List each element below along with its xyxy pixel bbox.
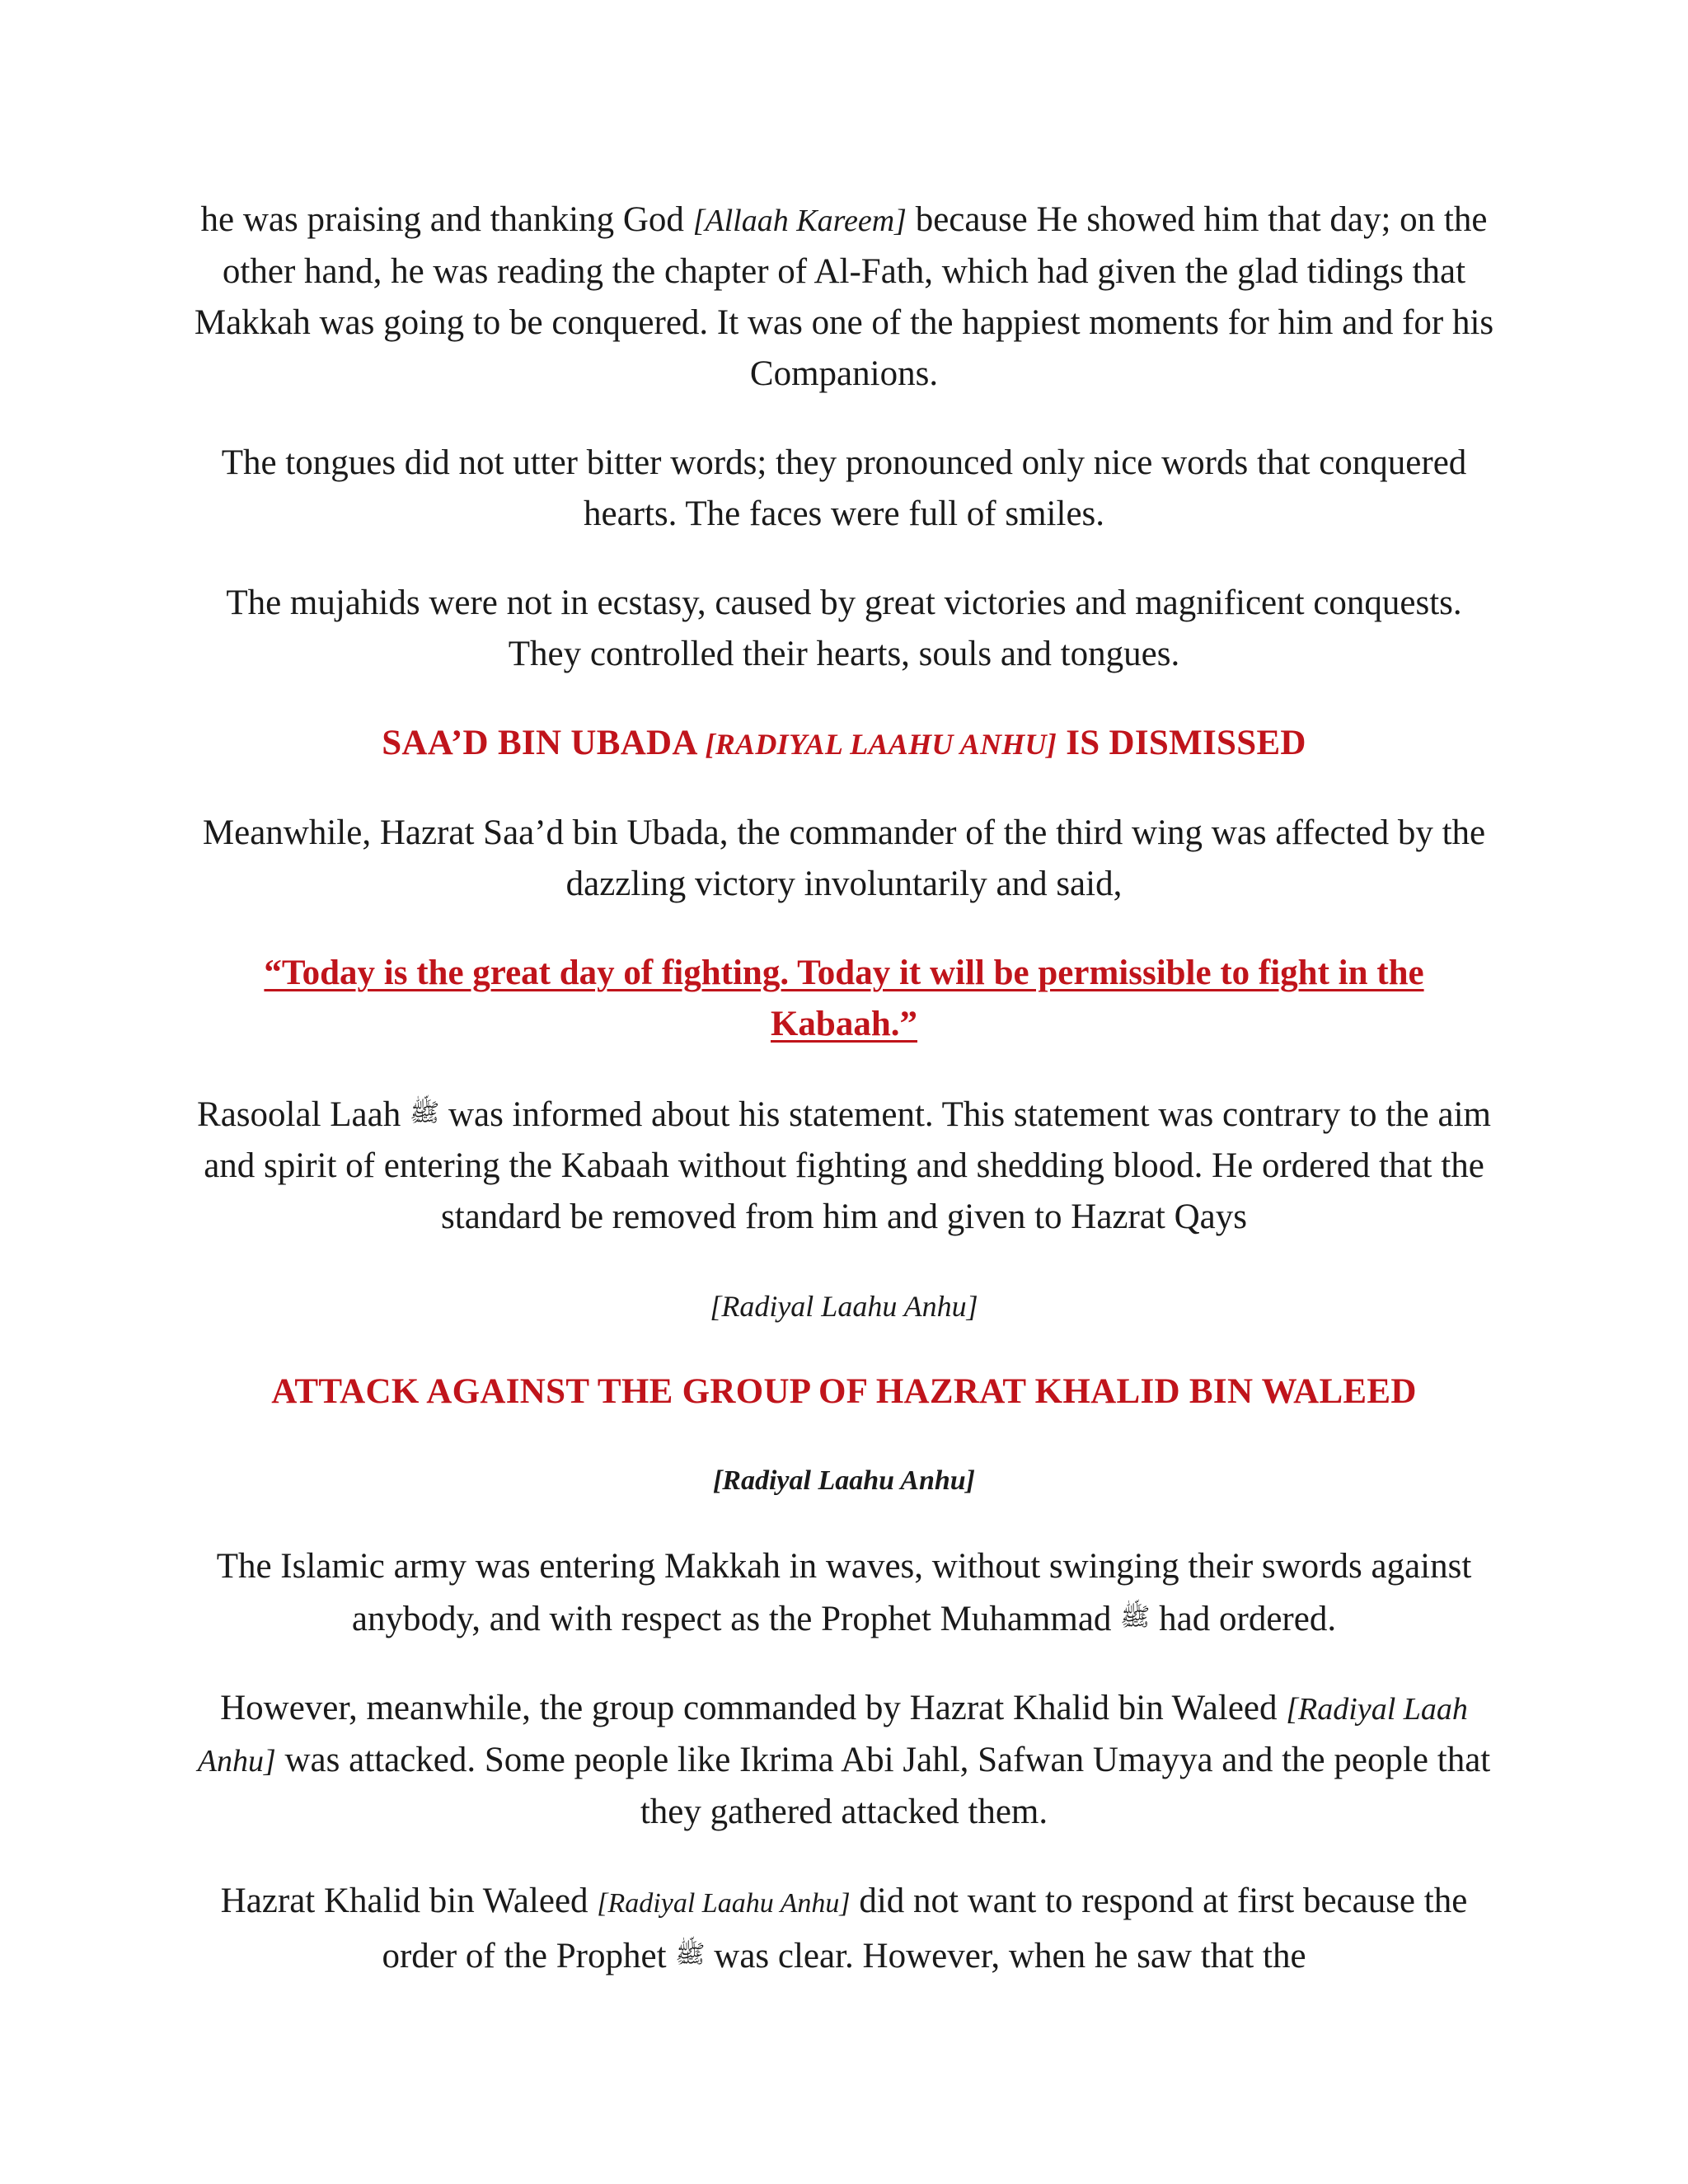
paragraph-rasoolal-laah: Rasoolal Laah ﷺ was informed about his statement. This statement was contrary to the aim and spirit of entering the Kabaah without fighting and shedding blood. He ordered that the standard be removed from him and given to Hazrat Qays xyxy=(197,1095,1491,1236)
quote-great-day: “Today is the great day of fighting. Today it will be permissible to fight in the Kabaah.” xyxy=(264,954,1424,1043)
paragraph-meanwhile-saad: Meanwhile, Hazrat Saa’d bin Ubada, the commander of the third wing was affected by the dazzling victory involuntarily and said, xyxy=(202,813,1486,903)
heading-honorific: [RADIYAL LAAHU ANHU] xyxy=(705,728,1057,761)
italic-honorific-khalid-2: [Radiyal Laahu Anhu] xyxy=(597,1888,851,1919)
document-page xyxy=(190,194,1498,1982)
paragraph-islamic-army: The Islamic army was entering Makkah in waves, without swinging their swords against anybody, and with respect as the Prophet Muhammad ﷺ had ordered. xyxy=(216,1547,1472,1638)
italic-allaah-kareem: [Allaah Kareem] xyxy=(692,204,907,238)
paragraph-group-attacked: However, meanwhile, the group commanded by Hazrat Khalid bin Waleed [Radiyal Laah Anhu] was attacked. Some people like Ikrima Abi Jahl, Safwan Umayya and the people that they gathered attacked them. xyxy=(197,1689,1491,1831)
heading-attack-khalid: ATTACK AGAINST THE GROUP OF HAZRAT KHALID BIN WALEED xyxy=(271,1372,1417,1411)
salawat-icon: ﷺ xyxy=(1120,1603,1151,1632)
paragraph-mujahids: The mujahids were not in ecstasy, caused by great victories and magnificent conquests. They controlled their hearts, souls and tongues. xyxy=(226,583,1462,673)
paragraph-tongues: The tongues did not utter bitter words; they pronounced only nice words that conquered hearts. The faces were full of smiles. xyxy=(221,443,1467,533)
salawat-icon: ﷺ xyxy=(675,1940,706,1969)
italic-honorific-khalid: [Radiyal Laah Anhu] xyxy=(197,1692,1468,1779)
heading-saad-dismissed: SAA’D BIN UBADA [RADIYAL LAAHU ANHU] IS DISMISSED xyxy=(382,724,1306,762)
honorific-qays: [Radiyal Laahu Anhu] xyxy=(710,1290,978,1323)
paragraph-khalid-respond: Hazrat Khalid bin Waleed [Radiyal Laahu Anhu] did not want to respond at first because the order of the Prophet ﷺ was clear. However, when he saw that the xyxy=(220,1882,1468,1975)
salawat-icon: ﷺ xyxy=(409,1099,440,1127)
heading-attack-honorific: [Radiyal Laahu Anhu] xyxy=(712,1465,976,1496)
paragraph-praising: he was praising and thanking God [Allaah Kareem] because He showed him that day; on the other hand, he was reading the chapter of Al-Fath, which had given the glad tidings that Makkah was going to be conquered. It was one of the happiest moments for him and for his Companions. xyxy=(194,200,1494,393)
